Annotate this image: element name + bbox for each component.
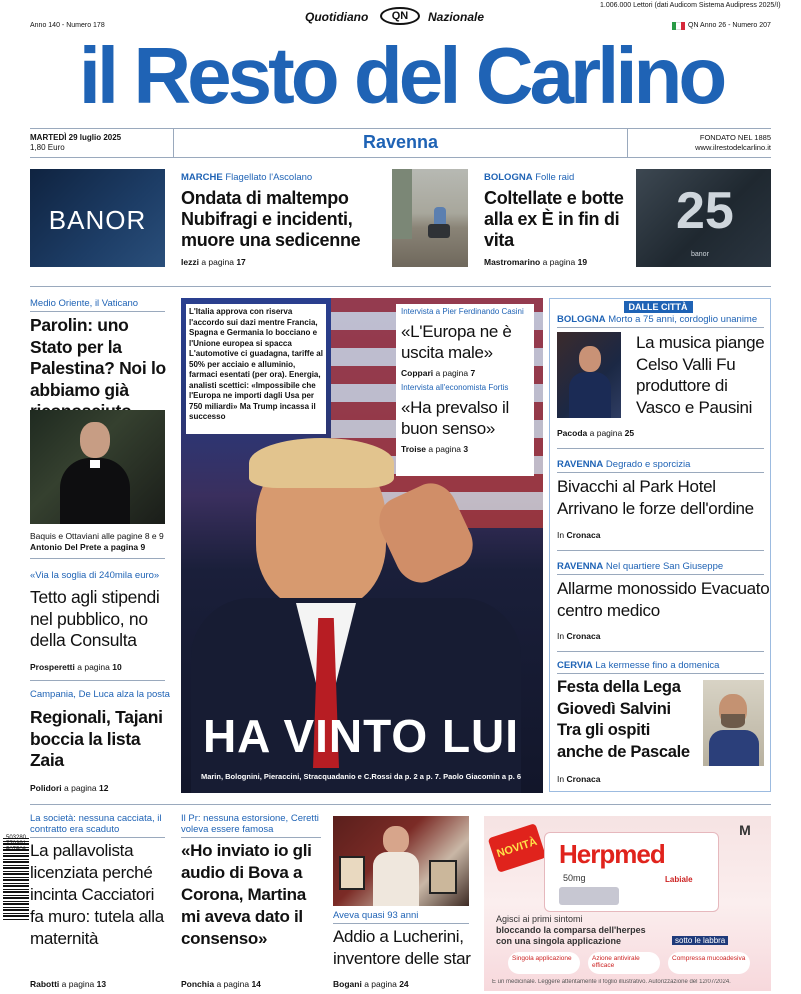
left-s1-credit2: Antonio Del Prete a pagina 9	[30, 542, 146, 552]
right-r1-kicker: BOLOGNA Morto a 75 anni, cordoglio unanime	[557, 314, 758, 325]
barcode-text: 503280 770391 507508	[6, 835, 27, 853]
ad-badge3: Compressa mucoadesiva	[668, 952, 750, 974]
left-s1-headline[interactable]: Parolin: uno Stato per la Palestina? Noi lo abbiamo già	[30, 315, 166, 400]
right-r3-credit: In Cronaca	[557, 631, 601, 641]
int1-credit: Coppari a pagina 7	[401, 368, 476, 378]
issue-date: MARTEDÌ 29 luglio 2025	[30, 133, 122, 142]
right-r1-credit: Pacoda a pagina 25	[557, 428, 635, 438]
banor-ad[interactable]	[30, 169, 165, 267]
dalle-citta-label: DALLE CITTÀ	[622, 297, 694, 315]
right-r4-headline[interactable]: Festa della Lega Giovedì Salvini Tra gli ospiti anche de Pascale	[557, 678, 690, 761]
ad-brand: Herpmed	[559, 839, 665, 869]
lucherini-photo	[333, 816, 469, 906]
int2-kicker: Intervista all'economista Fortis	[401, 383, 509, 392]
ad-tag4: sotto le labbra	[672, 936, 728, 945]
right-r2-headline[interactable]: Bivacchi al Park Hotel Arrivano le forze dell'ordine	[557, 477, 754, 518]
bottom-b3-kicker: Aveva quasi 93 anni	[333, 910, 419, 921]
center-summary-box	[186, 304, 326, 434]
main-headline[interactable]: HA VINTO LUI	[202, 710, 520, 762]
int1-kicker: Intervista a Pier Ferdinando Casini	[401, 307, 524, 316]
qn-logo: QN	[380, 7, 420, 25]
left-s3-headline[interactable]: Regionali, Tajani boccia la lista Zaia	[30, 707, 163, 770]
left-s2-kicker: «Via la soglia di 240mila euro»	[30, 570, 160, 581]
ad-badge1: Singola applicazione	[508, 952, 580, 974]
founded-note: FONDATO NEL 1885	[699, 133, 771, 142]
bottom-b2-credit: Ponchia a pagina 14	[181, 979, 261, 989]
left-s2-headline[interactable]: Tetto agli stipendi nel pubblico, no della Consulta	[30, 587, 160, 650]
ad-maker-icon: M	[739, 822, 751, 838]
top-left-kicker: MARCHE Flagellato l'Ascolano	[181, 172, 313, 183]
top-left-credit: Iezzi a pagina 17	[181, 257, 246, 267]
ad-dose: 50mg	[563, 873, 586, 883]
top-right-kicker: BOLOGNA Folle raid	[484, 172, 575, 183]
ad-tag1: Agisci ai primi sintomi	[496, 914, 583, 924]
right-r4-credit: In Cronaca	[557, 774, 601, 784]
int2-credit: Troise a pagina 3	[401, 444, 469, 454]
banor-logo: BANOR	[48, 205, 147, 235]
readers-note: 1.006.000 Lettori (dati Audicom Sistema Audipress 2025/I)	[600, 2, 781, 9]
top-right-credit: Mastromarino a pagina 19	[484, 257, 588, 267]
ad-tag3: con una singola applicazione	[496, 936, 622, 946]
right-r2-credit: In Cronaca	[557, 530, 601, 540]
parolin-photo	[30, 410, 165, 524]
main-credit: Marin, Bolognini, Pieraccini, Stracquadanio e C.Rossi da p. 2 a p. 7. Paolo Giacomin a p. 6	[200, 772, 522, 781]
left-s1-kicker: Medio Oriente, il Vaticano	[30, 298, 139, 309]
ad-fine-print: È un medicinale. Leggere attentamente il foglio illustrativo. Autorizzazione del 12/07/2024.	[492, 979, 731, 985]
right-r3-headline[interactable]: Allarme monossido Evacuato centro medico	[557, 579, 770, 620]
ad-novita: NOVITÀ	[488, 823, 547, 873]
issue-number: Anno 140 - Numero 178	[30, 22, 105, 29]
ad-box	[544, 832, 719, 912]
herpmed-ad[interactable]	[484, 816, 771, 991]
bottom-b1-headline[interactable]: La pallavolista licenziata perché incinta Cacciatori fa muro: tutela alla maternità	[30, 841, 164, 948]
bottom-b3-headline[interactable]: Addio a Lucherini, inventore delle star	[333, 927, 471, 968]
left-s2-credit: Prosperetti a pagina 10	[30, 662, 122, 672]
ad-brand-sub: Labiale	[665, 875, 693, 884]
top-right-headline[interactable]: Coltellate e botte alla ex È in fin di vita	[484, 188, 624, 250]
edition-name: Ravenna	[362, 132, 439, 152]
center-summary-text: L'Italia approva con riserva l'accordo sui dazi mentre Francia, Spagna e Germania lo bocciano e l'Unione europea si spacca L'automotive ci guadagna, tariffe al 50% per acciaio e alluminio, farmaci esentati (per ora). Energia, analisti scettici: «Impossibile che l'Europa ne importi dagli Usa per 750 miliardi» Ma Trump incassa il successo	[189, 307, 323, 421]
bottom-b2-headline[interactable]: «Ho inviato io gli audio di Bova a Corona, Martina mi aveva dato il consenso»	[181, 841, 312, 948]
anniversary-sub: banor	[691, 251, 709, 258]
salvini-photo	[703, 680, 764, 766]
right-r4-kicker: CERVIA La kermesse fino a domenica	[557, 660, 720, 671]
left-s3-credit: Polidori a pagina 12	[30, 783, 109, 793]
website: www.ilrestodelcarlino.it	[695, 143, 771, 152]
interviews-box	[396, 304, 534, 476]
banor-anniversary-ad[interactable]	[636, 169, 771, 267]
bottom-b3-credit: Bogani a pagina 24	[333, 979, 409, 989]
int2-quote[interactable]: «Ha prevalso il buon senso»	[401, 398, 509, 438]
bottom-b1-credit: Rabotti a pagina 13	[30, 979, 107, 989]
flood-photo	[392, 169, 468, 267]
masthead-title: il Resto del Carlino	[78, 31, 724, 120]
left-s1-credit1: Baquis e Ottaviani alle pagine 8 e 9	[30, 531, 164, 541]
bottom-b2-kicker: Il Pr: nessuna estorsione, Ceretti voleva essere famosa	[181, 813, 319, 835]
right-r3-kicker: RAVENNA Nel quartiere San Giuseppe	[557, 561, 724, 572]
int1-quote[interactable]: «L'Europa ne è uscita male»	[401, 322, 512, 362]
ad-tag2: bloccando la comparsa dell'herpes	[496, 925, 646, 935]
bottom-b1-kicker: La società: nessuna cacciata, il contratto era scaduto	[30, 813, 162, 835]
right-r2-kicker: RAVENNA Degrado e sporcizia	[557, 459, 691, 470]
qn-issue: QN Anno 26 - Numero 207	[688, 22, 771, 29]
price: 1,80 Euro	[30, 143, 65, 152]
anniversary-number: 25	[676, 182, 734, 240]
top-left-headline[interactable]: Ondata di maltempo Nubifragi e incidenti, muore una sedicenne	[181, 188, 361, 250]
left-s3-kicker: Campania, De Luca alza la posta	[30, 689, 170, 700]
qn-left: Quotidiano	[305, 10, 369, 24]
qn-right: Nazionale	[428, 10, 485, 24]
ad-badge2: Azione antivirale efficace	[588, 952, 660, 974]
valli-photo	[557, 332, 621, 418]
right-r1-headline[interactable]: La musica piange Celso Valli Fu produttore di Vasco e Pausini	[636, 333, 765, 417]
